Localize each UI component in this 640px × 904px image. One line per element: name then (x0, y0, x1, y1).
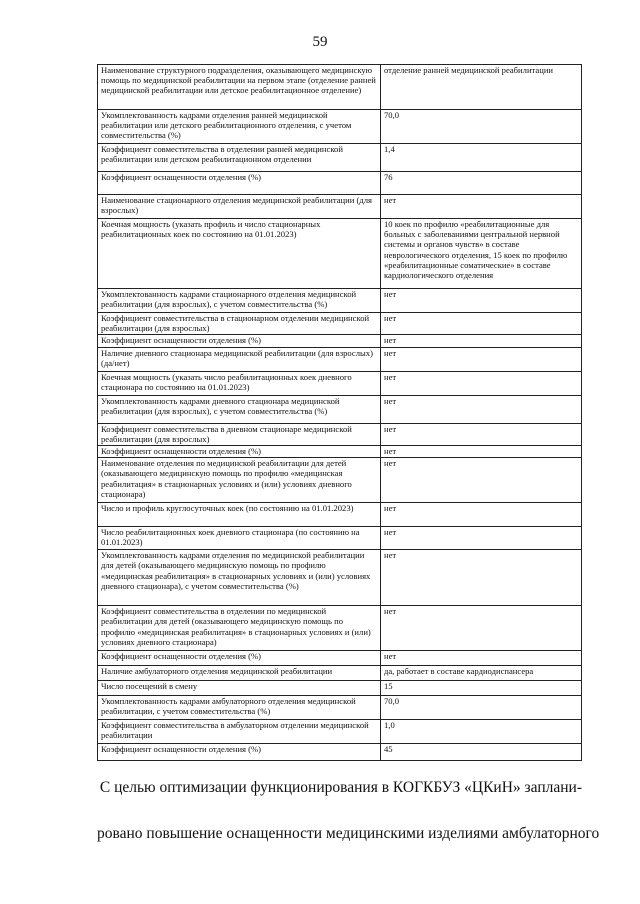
row-value: нет (381, 651, 582, 666)
row-name: Число посещений в смену (98, 681, 381, 696)
row-name: Укомплектованность кадрами отделения по медицинской реабилитации для детей (оказывающего медицинскую помощь по профилю «медицинская реабилитация» в стационарных условиях и (или) условиях дневного стационара), с учетом совместительства (%) (98, 550, 381, 606)
table-row (98, 313, 582, 335)
table-row (98, 289, 582, 313)
table-row (98, 744, 582, 761)
row-name: Число и профиль круглосуточных коек (по состоянию на 01.01.2023) (98, 503, 381, 527)
table-row (98, 666, 582, 681)
table-row (98, 195, 582, 219)
row-value: отделение ранней медицинской реабилитации (381, 65, 582, 110)
row-value: 10 коек по профилю «реабилитационные для больных с заболеваниями центральной нервной системы и органов чувств» в составе неврологического отделения, 15 коек по профилю «реабилитационные соматические» в составе кардиологического отделения (381, 219, 582, 289)
row-name: Наличие амбулаторного отделения медицинской реабилитации (98, 666, 381, 681)
row-value: нет (381, 503, 582, 527)
row-value: нет (381, 446, 582, 458)
table-row (98, 681, 582, 696)
table-row (98, 219, 582, 289)
row-name: Коечная мощность (указать профиль и число стационарных реабилитационных коек по состоянию на 01.01.2023) (98, 219, 381, 289)
table-row (98, 503, 582, 527)
row-name: Число реабилитационных коек дневного стационара (по состоянию на 01.01.2023) (98, 527, 381, 550)
table-row (98, 371, 582, 395)
row-name: Наименование отделения по медицинской реабилитации для детей (оказывающего медицинскую помощь по профилю «медицинская реабилитация» в стационарных условиях и (или) условиях дневного стационара) (98, 458, 381, 503)
row-value: нет (381, 458, 582, 503)
table-row (98, 458, 582, 503)
row-name: Коэффициент совместительства в стационарном отделении медицинской реабилитации (для взрослых) (98, 313, 381, 335)
table-row (98, 172, 582, 195)
table-row (98, 527, 582, 550)
row-value: 76 (381, 172, 582, 195)
table-row (98, 720, 582, 744)
table-row (98, 395, 582, 423)
row-value: нет (381, 395, 582, 423)
row-name: Коэффициент совместительства в амбулаторном отделении медицинской реабилитации (98, 720, 381, 744)
rehabilitation-table (97, 64, 582, 761)
table-row (98, 335, 582, 347)
table-row (98, 347, 582, 371)
row-value: нет (381, 550, 582, 606)
row-value: нет (381, 527, 582, 550)
row-value: нет (381, 195, 582, 219)
row-value: нет (381, 371, 582, 395)
row-value: 1,4 (381, 144, 582, 172)
paragraph-line-1: С целью оптимизации функционирования в КОГКБУЗ «ЦКиН» заплани- (99, 779, 582, 796)
row-name: Коэффициент совместительства в отделении по медицинской реабилитации для детей (оказывающего медицинскую помощь по профилю «медицинская реабилитация» в стационарных условиях и (или) условиях дневного стационара) (98, 606, 381, 651)
row-name: Коэффициент оснащенности отделения (%) (98, 651, 381, 666)
row-name: Коэффициент оснащенности отделения (%) (98, 744, 381, 761)
row-name: Наличие дневного стационара медицинской реабилитации (для взрослых) (да/нет) (98, 347, 381, 371)
row-value: нет (381, 347, 582, 371)
table-row (98, 446, 582, 458)
row-name: Укомплектованность кадрами отделения ранней медицинской реабилитации или детского реабилитационного отделения, с учетом совместительства (%) (98, 110, 381, 144)
row-value: 1,0 (381, 720, 582, 744)
table-row (98, 606, 582, 651)
row-name: Наименование стационарного отделения медицинской реабилитации (для взрослых) (98, 195, 381, 219)
row-name: Коэффициент оснащенности отделения (%) (98, 335, 381, 347)
row-name: Коечная мощность (указать число реабилитационных коек дневного стационара по состоянию на 01.01.2023) (98, 371, 381, 395)
row-value: нет (381, 313, 582, 335)
table-row (98, 110, 582, 144)
table-row (98, 423, 582, 445)
row-name: Укомплектованность кадрами дневного стационара медицинской реабилитации (для взрослых), с учетом совместительства (%) (98, 395, 381, 423)
table-row (98, 550, 582, 606)
row-name: Коэффициент совместительства в дневном стационаре медицинской реабилитации (для взрослых) (98, 423, 381, 445)
row-value: 45 (381, 744, 582, 761)
row-value: нет (381, 289, 582, 313)
table-row (98, 65, 582, 110)
row-name: Коэффициент совместительства в отделении ранней медицинской реабилитации или детском реабилитационном отделении (98, 144, 381, 172)
row-name: Коэффициент оснащенности отделения (%) (98, 172, 381, 195)
page-number: 59 (312, 34, 328, 50)
table-row (98, 144, 582, 172)
row-value: нет (381, 423, 582, 445)
row-name: Укомплектованность кадрами стационарного отделения медицинской реабилитации (для взрослых), с учетом совместительства (%) (98, 289, 381, 313)
row-value: нет (381, 606, 582, 651)
table-row (98, 696, 582, 720)
row-name: Коэффициент оснащенности отделения (%) (98, 446, 381, 458)
paragraph-line-2: ровано повышение оснащенности медицинскими изделиями амбулаторного (97, 825, 600, 842)
row-value: да, работает в составе кардиодиспансера (381, 666, 582, 681)
row-value: 70,0 (381, 696, 582, 720)
row-value: нет (381, 335, 582, 347)
row-name: Наименование структурного подразделения, оказывающего медицинскую помощь по медицинской реабилитации на первом этапе (отделение ранней медицинской реабилитации или детское реабилитационное отделение) (98, 65, 381, 110)
row-value: 70,0 (381, 110, 582, 144)
table-row (98, 651, 582, 666)
row-value: 15 (381, 681, 582, 696)
row-name: Укомплектованность кадрами амбулаторного отделения медицинской реабилитации, с учетом совместительства (%) (98, 696, 381, 720)
